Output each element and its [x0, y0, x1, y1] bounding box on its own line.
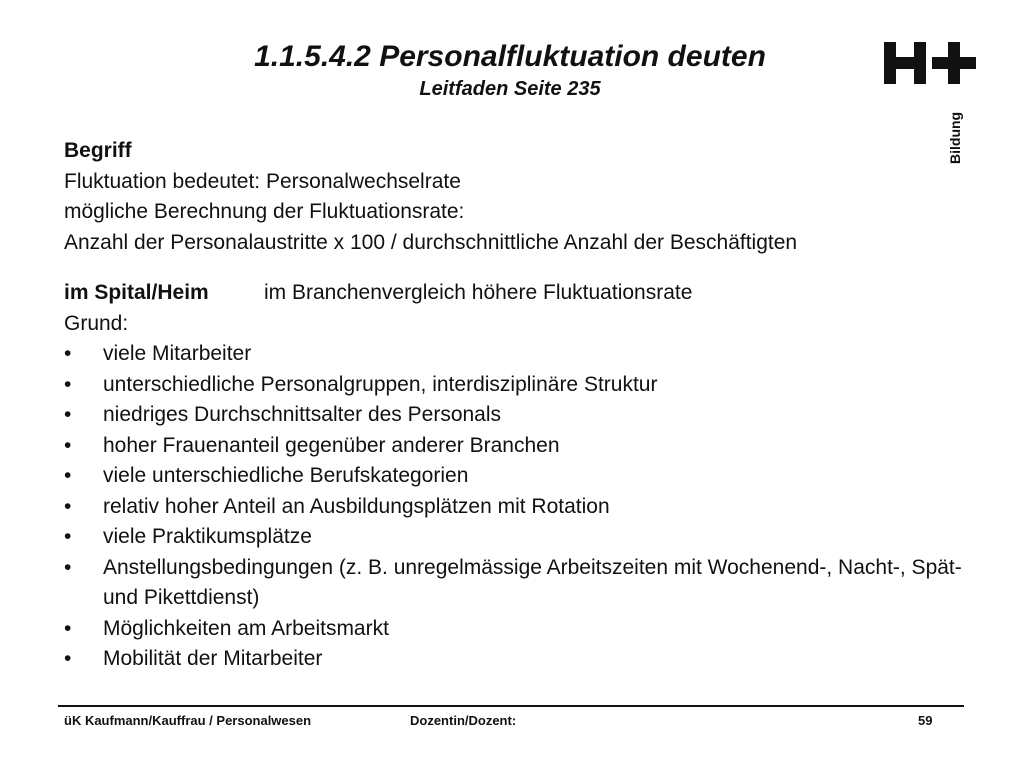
spital-heim-row: [64, 278, 964, 309]
footer-lecturer: Dozentin/Dozent:: [410, 713, 517, 728]
list-item: • Mobilität der Mitarbeiter: [64, 644, 964, 675]
list-item: • relativ hoher Anteil an Ausbildungsplätzen mit Rotation: [64, 492, 964, 523]
list-item: • niedriges Durchschnittsalter des Personals: [64, 400, 964, 431]
list-item: • unterschiedliche Personalgruppen, interdisziplinäre Struktur: [64, 370, 964, 401]
page-number: 59: [918, 713, 933, 728]
list-item: • hoher Frauenanteil gegenüber anderer Branchen: [64, 431, 964, 462]
footer-divider: [58, 705, 964, 707]
list-item: • viele unterschiedliche Berufskategorien: [64, 461, 964, 492]
title-block: [120, 38, 900, 102]
definition-line: mögliche Berechnung der Fluktuationsrate:: [64, 200, 465, 223]
definition-line: Fluktuation bedeutet: Personalwechselrate: [64, 169, 461, 193]
slide-subtitle: Leitfaden Seite 235: [419, 78, 601, 100]
list-item: • viele Praktikumsplätze: [64, 522, 964, 553]
reason-label: Grund:: [64, 311, 129, 335]
spital-heim-text: im Branchenvergleich höhere Fluktuationsrate: [264, 281, 693, 304]
logo-bildung-text: Bildung: [947, 111, 963, 164]
list-item: • viele Mitarbeiter: [64, 339, 964, 370]
footer-course: üK Kaufmann/Kauffrau / Personalwesen: [64, 713, 312, 728]
list-item: • Anstellungsbedingungen (z. B. unregelmässige Arbeitszeiten mit Wochenend-, Nacht-, Spät- und Pikettdienst): [64, 553, 964, 614]
section-heading-begriff: Begriff: [64, 139, 132, 162]
definition-line: Anzahl der Personalaustritte x 100 / durchschnittliche Anzahl der Beschäftigten: [64, 230, 798, 254]
slide-title: 1.1.5.4.2 Personalfluktuation deuten: [254, 40, 766, 73]
slide-content: [64, 136, 964, 675]
spital-heim-label: im Spital/Heim: [64, 281, 209, 304]
list-item: • Möglichkeiten am Arbeitsmarkt: [64, 614, 964, 645]
reason-list: [64, 339, 964, 675]
